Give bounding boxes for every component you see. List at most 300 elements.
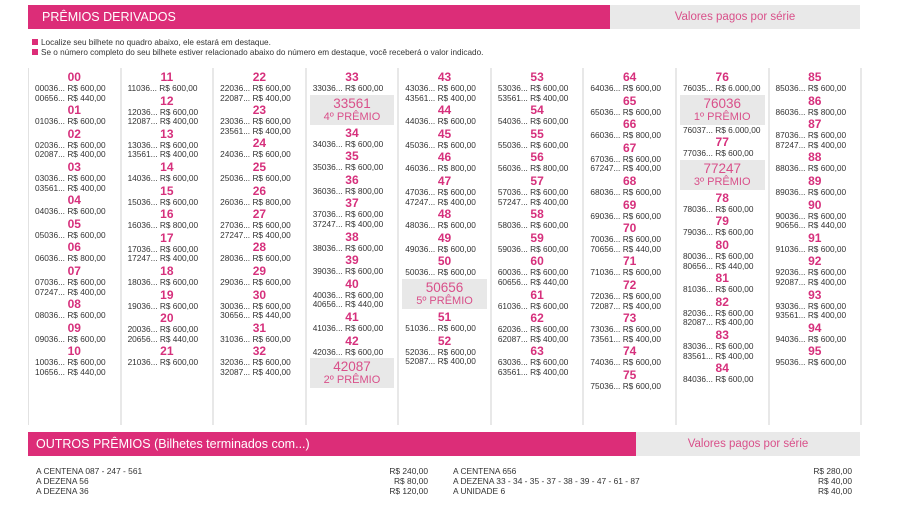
- ticket-row: [399, 268, 490, 278]
- ticket-row: [492, 117, 583, 127]
- ticket-value: R$ 600,00: [530, 116, 569, 127]
- ticket-value: R$ 440,00: [807, 220, 847, 231]
- other-prize-value: R$ 40,00: [818, 476, 852, 486]
- ticket-row: [677, 285, 768, 295]
- ticket-number: 70656...: [590, 243, 621, 254]
- ticket-value: R$ 600,00: [159, 139, 199, 150]
- ticket-row: [770, 358, 861, 368]
- ticket-value: R$ 440,00: [67, 92, 106, 103]
- ticket-value: R$ 600,00: [807, 210, 847, 221]
- ticket-value: R$ 400,00: [252, 366, 291, 377]
- ticket-value: R$ 600,00: [622, 186, 661, 197]
- ticket-value: R$ 600,00: [437, 186, 476, 197]
- ticket-row: [29, 231, 120, 241]
- ticket-value: R$ 800,00: [807, 106, 847, 117]
- ticket-number: 32036...: [220, 357, 251, 368]
- group-number: 88: [808, 150, 822, 165]
- group-number: 05: [67, 216, 81, 231]
- ticket-value: R$ 600,00: [159, 243, 199, 254]
- ticket-row: [584, 302, 675, 312]
- ticket-row: [307, 84, 398, 94]
- ticket-row: [399, 94, 490, 104]
- group-number: 32: [252, 344, 267, 359]
- ticket-number: 80656...: [682, 260, 713, 271]
- ticket-number: 02036...: [35, 139, 65, 150]
- ticket-value: R$ 400,00: [807, 310, 847, 321]
- ticket-row: [29, 117, 120, 127]
- ticket-row: [214, 335, 305, 345]
- ticket-value: R$ 600,00: [159, 196, 199, 207]
- ticket-number: 33036...: [312, 83, 343, 93]
- ticket-value: R$ 600,00: [437, 267, 476, 278]
- group-number: 13: [160, 126, 174, 141]
- group-number: 16: [160, 207, 174, 222]
- ticket-number: 79036...: [682, 227, 713, 238]
- ticket-row: [307, 140, 398, 150]
- ticket-value: R$ 400,00: [715, 350, 754, 361]
- instruction-2: [32, 48, 483, 58]
- ticket-number: 23036...: [220, 116, 251, 127]
- ticket-value: R$ 600,00: [437, 139, 476, 150]
- prize-grid: [28, 68, 862, 425]
- other-prize-label: A CENTENA 656: [453, 466, 517, 476]
- ticket-value: R$ 440,00: [159, 333, 199, 344]
- group-number: 45: [437, 126, 452, 141]
- prize-rank: 1º PRÊMIO: [693, 110, 751, 123]
- highlighted-prize: [310, 95, 395, 125]
- ticket-number: 67036...: [590, 153, 621, 164]
- ticket-value: R$ 600,00: [715, 250, 754, 261]
- ticket-number: 43036...: [405, 83, 436, 93]
- ticket-value: R$ 600,00: [437, 346, 476, 357]
- ticket-number: 57247...: [497, 196, 528, 207]
- ticket-number: 38036...: [312, 242, 343, 253]
- ticket-value: R$ 400,00: [252, 229, 291, 240]
- ticket-value: R$ 600,00: [622, 380, 661, 391]
- ticket-row: [214, 311, 305, 321]
- ticket-row: [122, 84, 213, 94]
- ticket-value: R$ 600,00: [252, 220, 291, 231]
- ticket-value: R$ 600,00: [252, 253, 291, 264]
- group-number: 43: [437, 70, 452, 84]
- ticket-row: [122, 335, 213, 345]
- group-number: 55: [530, 126, 544, 141]
- ticket-value: R$ 600,00: [807, 333, 847, 344]
- ticket-number: 87036...: [775, 130, 806, 141]
- ticket-number: 95036...: [775, 357, 806, 368]
- ticket-number: 41036...: [312, 322, 343, 333]
- ticket-row: [770, 245, 861, 255]
- ticket-value: R$ 600,00: [252, 172, 291, 183]
- ticket-value: R$ 600,00: [67, 310, 106, 321]
- other-prizes-header: [28, 432, 860, 456]
- ticket-number: 13561...: [127, 149, 158, 160]
- group-number: 44: [437, 103, 452, 118]
- ticket-value: R$ 600,00: [159, 324, 199, 335]
- ticket-row: [122, 117, 213, 127]
- ticket-value: R$ 800,00: [530, 163, 569, 174]
- ticket-value: R$ 600,00: [252, 357, 291, 368]
- group-number: 47: [437, 173, 452, 188]
- ticket-row: [29, 288, 120, 298]
- ticket-value: R$ 600,00: [159, 357, 199, 368]
- ticket-value: R$ 400,00: [67, 182, 106, 193]
- other-prize-label: A UNIDADE 6: [453, 486, 506, 496]
- group-number: 11: [160, 70, 174, 84]
- ticket-number: 31036...: [220, 333, 251, 344]
- ticket-number: 62036...: [497, 324, 528, 335]
- bullet-icon: [32, 39, 38, 45]
- ticket-number: 12087...: [127, 116, 158, 127]
- ticket-number: 13036...: [127, 139, 158, 150]
- ticket-number: 40656...: [312, 299, 343, 310]
- ticket-row: [307, 163, 398, 173]
- group-number: 00: [67, 70, 81, 84]
- group-number: 72: [622, 277, 637, 292]
- ticket-number: 45036...: [405, 139, 436, 150]
- group-number: 83: [715, 327, 729, 342]
- ticket-row: [584, 382, 675, 392]
- ticket-number: 92036...: [775, 267, 806, 278]
- ticket-number: 39036...: [312, 266, 343, 277]
- ticket-number: 18036...: [127, 276, 158, 287]
- ticket-row: [29, 150, 120, 160]
- group-number: 24: [252, 136, 267, 151]
- ticket-value: R$ 600,00: [622, 153, 661, 164]
- group-number: 28: [252, 240, 267, 255]
- ticket-number: 11036...: [127, 83, 157, 93]
- ticket-row: [677, 375, 768, 385]
- ticket-row: [492, 245, 583, 255]
- ticket-number: 66036...: [590, 130, 621, 141]
- ticket-value: R$ 600,00: [252, 149, 291, 160]
- ticket-value: R$ 600,00: [715, 227, 754, 238]
- section-title: PRÊMIOS DERIVADOS: [28, 5, 610, 29]
- ticket-row: [492, 302, 583, 312]
- ticket-row: [307, 348, 398, 358]
- ticket-value: R$ 600,00: [622, 357, 661, 368]
- ticket-number: 42036...: [312, 346, 343, 357]
- ticket-value: R$ 600,00: [715, 307, 754, 318]
- group-number: 09: [67, 320, 81, 335]
- ticket-number: 14036...: [127, 172, 158, 183]
- ticket-number: 27036...: [220, 220, 251, 231]
- group-number: 27: [252, 207, 267, 222]
- ticket-number: 86036...: [775, 106, 806, 117]
- ticket-value: R$ 600,00: [159, 83, 198, 93]
- ticket-row: [214, 368, 305, 378]
- group-number: 62: [530, 311, 544, 326]
- group-number: 30: [252, 287, 267, 302]
- ticket-value: R$ 600,00: [67, 229, 106, 240]
- ticket-number: 07036...: [35, 276, 65, 287]
- ticket-row: [307, 187, 398, 197]
- ticket-value: R$ 600,00: [807, 130, 847, 141]
- group-number: 03: [67, 159, 81, 174]
- ticket-row: [214, 231, 305, 241]
- group-number: 63: [530, 344, 544, 359]
- group-number: 31: [252, 320, 267, 335]
- ticket-number: 10036...: [35, 357, 65, 368]
- ticket-number: 23561...: [220, 125, 251, 136]
- ticket-row: [677, 149, 768, 159]
- ticket-number: 90656...: [775, 220, 806, 231]
- prize-column: [122, 68, 215, 425]
- ticket-number: 53036...: [497, 83, 528, 93]
- group-number: 80: [715, 237, 729, 252]
- ticket-value: R$ 600,00: [807, 83, 847, 93]
- group-number: 39: [345, 253, 359, 268]
- bullet-icon: [32, 49, 38, 55]
- ticket-number: 83036...: [682, 340, 713, 351]
- ticket-number: 05036...: [35, 229, 65, 240]
- group-number: 81: [715, 271, 729, 286]
- group-number: 69: [622, 197, 637, 212]
- ticket-number: 07247...: [35, 286, 65, 297]
- group-number: 60: [530, 254, 544, 269]
- ticket-value: R$ 600,00: [67, 139, 106, 150]
- ticket-row: [214, 94, 305, 104]
- group-number: 06: [67, 240, 81, 255]
- section-title: OUTROS PRÊMIOS (Bilhetes terminados com...): [28, 432, 636, 456]
- ticket-value: R$ 600,00: [67, 333, 106, 344]
- ticket-value: R$ 400,00: [530, 333, 569, 344]
- ticket-number: 62087...: [497, 333, 528, 344]
- ticket-number: 60656...: [497, 276, 528, 287]
- ticket-value: R$ 400,00: [715, 317, 754, 328]
- ticket-value: R$ 400,00: [159, 253, 199, 264]
- ticket-value: R$ 400,00: [622, 300, 661, 311]
- group-number: 33: [345, 70, 359, 84]
- highlighted-prize: [402, 279, 487, 309]
- ticket-value: R$ 400,00: [807, 139, 847, 150]
- ticket-row: [584, 84, 675, 94]
- ticket-row: [770, 335, 861, 345]
- group-number: 75: [622, 367, 637, 382]
- ticket-number: 58036...: [497, 220, 528, 231]
- highlighted-prize: [310, 358, 395, 388]
- ticket-row: [214, 174, 305, 184]
- ticket-value: R$ 600,00: [67, 206, 106, 217]
- ticket-value: R$ 400,00: [530, 92, 569, 103]
- group-number: 79: [715, 214, 729, 229]
- ticket-value: R$ 400,00: [67, 149, 106, 160]
- ticket-row: [677, 262, 768, 272]
- group-number: 38: [345, 229, 359, 244]
- other-prize-label: A CENTENA 087 - 247 - 561: [36, 466, 143, 476]
- prize-number: 50656: [425, 279, 464, 295]
- ticket-value: R$ 600,00: [715, 203, 754, 214]
- ticket-number: 12036...: [127, 106, 158, 117]
- ticket-value: R$ 400,00: [159, 149, 199, 160]
- ticket-number: 70036...: [590, 234, 621, 245]
- ticket-row: [29, 368, 120, 378]
- ticket-number: 64036...: [590, 83, 621, 93]
- group-number: 53: [530, 70, 544, 84]
- ticket-number: 27247...: [220, 229, 251, 240]
- ticket-value: R$ 400,00: [437, 196, 476, 207]
- group-number: 65: [622, 93, 637, 108]
- ticket-value: R$ 600,00: [345, 289, 384, 300]
- group-number: 78: [715, 190, 729, 205]
- group-number: 21: [160, 344, 174, 359]
- ticket-number: 10656...: [35, 366, 65, 377]
- ticket-row: [214, 254, 305, 264]
- ticket-number: 08036...: [35, 310, 65, 321]
- ticket-number: 03036...: [35, 172, 65, 183]
- ticket-row: [122, 278, 213, 288]
- ticket-number: 94036...: [775, 333, 806, 344]
- group-number: 14: [160, 159, 174, 174]
- ticket-value: R$ 800,00: [622, 130, 661, 141]
- ticket-value: R$ 600,00: [530, 357, 569, 368]
- ticket-row: [677, 126, 768, 136]
- ticket-value: R$ 600,00: [622, 234, 661, 245]
- ticket-number: 52036...: [405, 346, 436, 357]
- ticket-number: 72087...: [590, 300, 621, 311]
- group-number: 07: [67, 263, 81, 278]
- ticket-number: 80036...: [682, 250, 713, 261]
- prize-number: 42087: [333, 359, 371, 375]
- group-number: 18: [160, 263, 174, 278]
- ticket-row: [122, 302, 213, 312]
- group-number: 73: [622, 311, 637, 326]
- prize-rank: 3º PRÊMIO: [693, 175, 751, 188]
- group-number: 68: [622, 173, 637, 188]
- ticket-value: R$ 600,00: [530, 83, 569, 93]
- ticket-value: R$ 600,00: [437, 322, 476, 333]
- ticket-number: 84036...: [682, 374, 713, 385]
- ticket-row: [492, 335, 583, 345]
- other-prize-label: A DEZENA 36: [36, 486, 89, 496]
- group-number: 74: [622, 344, 637, 359]
- ticket-row: [122, 221, 213, 231]
- ticket-value: R$ 600,00: [67, 276, 106, 287]
- ticket-number: 40036...: [312, 289, 343, 300]
- ticket-number: 74036...: [590, 357, 621, 368]
- ticket-number: 63561...: [497, 366, 528, 377]
- ticket-row: [399, 324, 490, 334]
- ticket-value: R$ 600,00: [345, 242, 384, 253]
- ticket-value: R$ 600,00: [807, 163, 847, 174]
- ticket-value: R$ 600,00: [67, 172, 106, 183]
- ticket-value: R$ 6.000,00: [715, 124, 761, 135]
- ticket-value: R$ 400,00: [622, 333, 661, 344]
- prize-column: [492, 68, 585, 425]
- group-number: 87: [808, 117, 822, 132]
- group-number: 36: [345, 172, 359, 187]
- ticket-number: 82087...: [682, 317, 713, 328]
- group-number: 64: [622, 70, 637, 84]
- ticket-value: R$ 400,00: [345, 218, 384, 229]
- ticket-value: R$ 600,00: [345, 346, 384, 357]
- ticket-value: R$ 440,00: [345, 299, 384, 310]
- instruction-text: Localize seu bilhete no quadro abaixo, ele estará em destaque.: [41, 38, 271, 47]
- ticket-row: [770, 278, 861, 288]
- ticket-value: R$ 600,00: [252, 83, 291, 93]
- prize-number: 76036: [703, 95, 741, 111]
- ticket-number: 57036...: [497, 186, 528, 197]
- prize-column: [214, 68, 307, 425]
- other-prize-value: R$ 240,00: [389, 466, 428, 476]
- ticket-row: [584, 245, 675, 255]
- ticket-value: R$ 400,00: [437, 356, 476, 367]
- ticket-value: R$ 600,00: [345, 138, 384, 149]
- ticket-value: R$ 400,00: [252, 92, 291, 103]
- ticket-row: [399, 164, 490, 174]
- ticket-number: 88036...: [775, 163, 806, 174]
- ticket-row: [29, 254, 120, 264]
- ticket-row: [214, 198, 305, 208]
- ticket-value: R$ 400,00: [530, 366, 569, 377]
- group-number: 41: [345, 309, 359, 324]
- ticket-value: R$ 600,00: [530, 139, 569, 150]
- ticket-value: R$ 600,00: [807, 186, 847, 197]
- group-number: 08: [67, 297, 81, 312]
- prize-column: [677, 68, 770, 425]
- ticket-value: R$ 600,00: [67, 116, 106, 127]
- ticket-number: 04036...: [35, 206, 65, 217]
- ticket-value: R$ 800,00: [159, 220, 199, 231]
- ticket-number: 17036...: [127, 243, 158, 254]
- ticket-row: [399, 198, 490, 208]
- ticket-number: 00656...: [35, 92, 65, 103]
- ticket-value: R$ 600,00: [437, 243, 476, 254]
- ticket-number: 32087...: [220, 366, 251, 377]
- group-number: 66: [622, 117, 637, 132]
- ticket-number: 60036...: [497, 267, 528, 278]
- other-prize-label: A DEZENA 33 - 34 - 35 - 37 - 38 - 39 - 47 - 61 - 87: [453, 476, 640, 486]
- ticket-value: R$ 600,00: [622, 267, 661, 278]
- ticket-row: [770, 188, 861, 198]
- ticket-number: 59036...: [497, 243, 528, 254]
- ticket-number: 78036...: [682, 203, 713, 214]
- ticket-row: [492, 221, 583, 231]
- ticket-number: 73036...: [590, 324, 621, 335]
- prize-number: 77247: [703, 160, 741, 176]
- ticket-value: R$ 600,00: [622, 324, 661, 335]
- ticket-number: 54036...: [497, 116, 528, 127]
- ticket-number: 02087...: [35, 149, 65, 160]
- ticket-value: R$ 600,00: [530, 300, 569, 311]
- ticket-row: [677, 318, 768, 328]
- ticket-number: 77036...: [682, 148, 713, 159]
- group-number: 46: [437, 150, 452, 165]
- ticket-row: [214, 150, 305, 160]
- ticket-value: R$ 600,00: [530, 220, 569, 231]
- ticket-number: 51036...: [405, 322, 436, 333]
- ticket-value: R$ 600,00: [252, 300, 291, 311]
- ticket-number: 69036...: [590, 210, 621, 221]
- ticket-value: R$ 400,00: [67, 286, 106, 297]
- ticket-row: [122, 358, 213, 368]
- ticket-number: 52087...: [405, 356, 436, 367]
- ticket-row: [770, 84, 861, 94]
- values-per-series-label: Valores pagos por série: [610, 5, 860, 29]
- ticket-row: [29, 94, 120, 104]
- ticket-number: 93561...: [775, 310, 806, 321]
- ticket-row: [307, 244, 398, 254]
- ticket-row: [584, 268, 675, 278]
- ticket-row: [29, 311, 120, 321]
- ticket-value: R$ 600,00: [622, 290, 661, 301]
- group-number: 19: [160, 287, 174, 302]
- ticket-number: 37036...: [312, 209, 343, 220]
- ticket-number: 01036...: [35, 116, 65, 127]
- group-number: 67: [622, 140, 637, 155]
- other-prize-value: R$ 120,00: [389, 486, 428, 496]
- ticket-row: [399, 141, 490, 151]
